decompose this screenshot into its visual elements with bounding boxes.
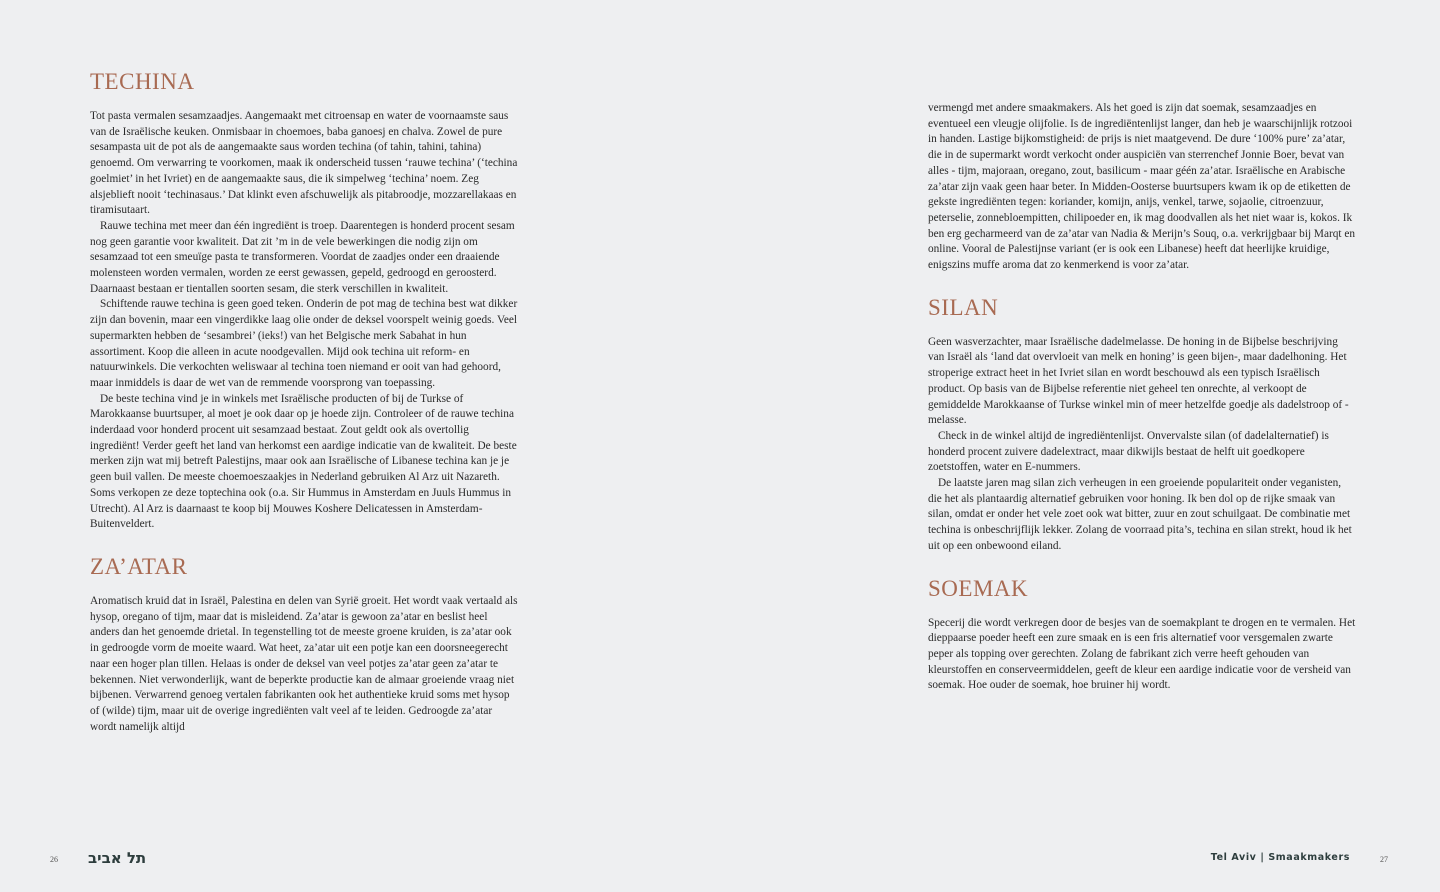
paragraph: Specerij die wordt verkregen door de besjes van de soemakplant te drogen en te vermalen. Het dieppaarse poeder heeft een zure smaak en is een fris alternatief voor versgemalen zwarte peper als topping over gerechten. Zolang de fabrikant zich verre heeft gehouden van kleurstoffen en conserveermiddelen, geeft de kleur een aardige indicatie voor de versheid van soemak. Hoe ouder de soemak, hoe bruiner hij wordt.	[928, 616, 1356, 692]
paragraph: Rauwe techina met meer dan één ingrediënt is troep. Daarentegen is honderd procent sesam nog geen garantie voor kwaliteit. Dat zit ’m in de vele bewerkingen die nodig zijn om sesamzaad tot een smeuïge pasta te transformeren. Voordat de zaadjes onder een draaiende molensteen worden vermalen, worden ze eerst gewassen, gepeld, gedroogd en geroosterd. Daarnaast bestaan er tientallen soorten sesam, die sterk verschillen in kwaliteit.	[90, 219, 515, 295]
section-title-zaatar: ZA’ATAR	[90, 553, 188, 579]
paragraph: De laatste jaren mag silan zich verheugen in een groeiende populariteit onder veganisten, die het als plantaardig alternatief gebruiken voor honing. Ik ben dol op de rijke smaak van silan, omdat er onder het vele zoet ook wat bitter, zuur en zout schuilgaat. De combinatie met techina is onbeschrijflijk lekker. Zolang de voorraad pita’s, techina en silan strekt, houd ik het uit op een onbewoond eiland.	[928, 477, 1352, 552]
section-techina	[90, 70, 518, 533]
section-silan	[928, 296, 1356, 555]
paragraph: Tot pasta vermalen sesamzaadjes. Aangemaakt met citroensap en water de voornaamste saus van de Israëlische keuken. Onmisbaar in choemoes, baba ganoesj en chalva. Zowel de pure sesampasta uit de pot als de aangemaakte saus worden techina (of tahin, tahini, tahina) genoemd. Om verwarring te voorkomen, maak ik onderscheid tussen ‘rauwe techina’ (‘techina goelmiet’ in het Ivriet) en de aangemaakte saus, die ik simpelweg ‘techina’ noem. Zeg alsjeblieft nooit ‘techinasaus.’ Dat klinkt even afschuwelijk als pitabroodje, mozzarellakaas en tiramisutaart.	[90, 110, 518, 217]
section-title-silan: SILAN	[928, 294, 999, 320]
paragraph: Aromatisch kruid dat in Israël, Palestina en delen van Syrië groeit. Het wordt vaak vertaald als hysop, oregano of tijm, maar dat is misleidend. Za’atar is gewoon za’atar en beslist heel anders dan het genoemde drietal. In tegenstelling tot de meeste groene kruiden, is za’atar ook in gedroogde vorm de moeite waard. Wat heet, za’atar uit een potje kan een doorsneegerecht naar een hoger plan tillen. Helaas is onder de deksel van veel potjes za’atar geen za’atar te bekennen. Niet verwonderlijk, want de beperkte productie kan de almaar groeiende vraag niet bijbenen. Verwarrend genoeg vertalen fabrikanten ook het authentieke kruid soms met hysop of (wilde) tijm, maar uit de overige ingrediënten valt veel af te leiden. Gedroogde za’atar wordt namelijk altijd	[90, 594, 518, 733]
section-soemak	[928, 577, 1356, 695]
running-head: Tel Aviv | Smaakmakers	[1210, 852, 1350, 863]
section-zaatar	[90, 555, 518, 735]
right-page	[720, 0, 1440, 892]
left-column	[90, 70, 518, 757]
section-title-soemak: SOEMAK	[928, 575, 1029, 601]
page-number-right: 27	[1380, 855, 1388, 864]
section-title-techina: TECHINA	[90, 69, 195, 94]
hebrew-running-head: תל אביב	[88, 849, 147, 867]
right-column	[928, 101, 1356, 716]
paragraph: Geen wasverzachter, maar Israëlische dadelmelasse. De honing in de Bijbelse beschrijving van Israël als ‘land dat overvloeit van melk en honing’ is geen bijen-, maar dadelhoning. Het stroperige extract heet in het Ivriet silan en wordt beschouwd als een typisch Israëlisch product. Op basis van de Bijbelse referentie niet geheel ten onrechte, al verkoopt de gemiddelde Marokkaanse of Turkse winkel min of meer hetzelfde goedje als dadelstroop of -melasse.	[928, 335, 1349, 427]
paragraph: Schiftende rauwe techina is geen goed teken. Onderin de pot mag de techina best wat dikker zijn dan bovenin, maar een vingerdikke laag olie onder de deksel voorspelt weinig goeds. Veel supermarkten hebben de ‘sesambrei’ (ieks!) van het Belgische merk Sabahat in hun assortiment. Koop die alleen in acute noodgevallen. Mijd ook techina uit reform- en natuurwinkels. Die verkochten weliswaar al techina toen niemand er ooit van had gehoord, maar inmiddels is daar de wet van de remmende voorsprong van toepassing.	[90, 298, 518, 389]
paragraph: Check in de winkel altijd de ingrediëntenlijst. Onvervalste silan (of dadelalternatief) is honderd procent zuivere dadelextract, maar dikwijls bestaat de helft uit goedkopere zoetstoffen, water en E-nummers.	[928, 429, 1329, 474]
paragraph: De beste techina vind je in winkels met Israëlische producten of bij de Turkse of Marokkaanse buurtsuper, al moet je ook daar op je hoede zijn. Controleer of de rauwe techina inderdaad voor honderd procent uit sesamzaad bestaat. Zout geldt ook als overtollig ingrediënt! Verder geeft het land van herkomst een aardige indicatie van de kwaliteit. De beste merken zijn wat mij betreft Palestijns, maar ook aan Israëlische of Libanese techina kan je je geen buil vallen. De meeste choemoeszaakjes in Nederland gebruiken Al Arz uit Nazareth. Soms verkopen ze deze toptechina ook (o.a. Sir Hummus in Amsterdam en Juuls Hummus in Utrecht). Al Arz is daarnaast te koop bij Mouwes Koshere Delicatessen in Amsterdam-Buitenveldert.	[90, 392, 517, 531]
paragraph: vermengd met andere smaakmakers. Als het goed is zijn dat soemak, sesamzaadjes en eventueel een vleugje olijfolie. Is de ingrediëntenlijst langer, dan heb je waarschijnlijk rotzooi in handen. Lastige bijkomstigheid: de prijs is niet maatgevend. De dure ‘100% pure’ za’atar, die in de supermarkt wordt verkocht onder auspiciën van sterrenchef Jonnie Boer, bevat van alles - tijm, majoraan, oregano, zout, basilicum - maar géén za’atar. Israëlische en Arabische za’atar zijn vaak geen haar beter. In Midden-Oosterse buurtsupers kwam ik op de etiketten de gekste ingrediënten tegen: koriander, komijn, anijs, venkel, tarwe, sojaolie, citroenzuur, peterselie, zonnebloempitten, chilipoeder en, ik mag doodvallen als het niet waar is, kokos. Ik ben erg gecharmeerd van de za’atar van Nadia & Merijn’s Souq, o.a. verkrijgbaar bij Marqt en online. Vooral de Palestijnse variant (er is ook een Libanese) heeft dat heerlijke kruidige, enigszins muffe aroma dat zo kenmerkend is voor za’atar.	[928, 102, 1356, 272]
page-number-left: 26	[50, 855, 58, 864]
zaatar-continuation	[928, 101, 1356, 274]
